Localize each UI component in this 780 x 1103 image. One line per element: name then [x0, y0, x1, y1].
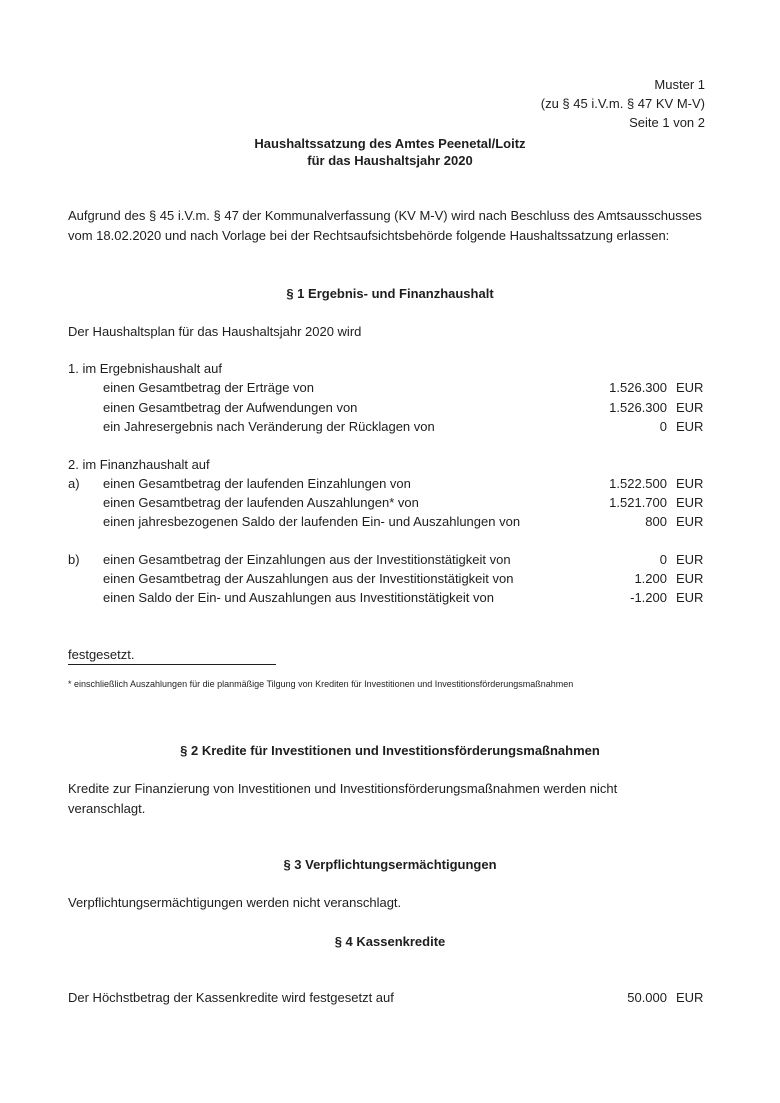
- row-label: einen Gesamtbetrag der Auszahlungen aus der Investitionstätigkeit von: [103, 571, 514, 586]
- section-2-line-2: veranschlagt.: [68, 801, 146, 816]
- row-amount: 1.200: [634, 571, 667, 586]
- row-amount: 0: [659, 419, 667, 434]
- footnote: * einschließlich Auszahlungen für die planmäßige Tilgung von Krediten für Investitionen und Investitionsförderungsmaßnahmen: [68, 679, 574, 689]
- section-3-text: Verpflichtungsermächtigungen werden nicht veranschlagt.: [68, 895, 402, 910]
- section-3-heading: § 3 Verpflichtungsermächtigungen: [283, 857, 497, 872]
- document-title: Haushaltssatzung des Amtes Peenetal/Loitz: [254, 136, 526, 151]
- section-4-label: Der Höchstbetrag der Kassenkredite wird festgesetzt auf: [68, 990, 394, 1005]
- row-label: einen jahresbezogenen Saldo der laufenden Ein- und Auszahlungen von: [103, 514, 521, 529]
- row-amount: 800: [645, 514, 667, 529]
- intro-line-1: Aufgrund des § 45 i.V.m. § 47 der Kommunalverfassung (KV M-V) wird nach Beschluss des Amtsausschusses: [68, 208, 702, 223]
- closing-word: festgesetzt.: [68, 647, 135, 662]
- document-subtitle: für das Haushaltsjahr 2020: [307, 153, 473, 168]
- row-currency: EUR: [676, 400, 704, 415]
- subitem-marker-b: b): [68, 552, 80, 567]
- row-currency: EUR: [676, 590, 704, 605]
- row-currency: EUR: [676, 419, 704, 434]
- section-1-heading: § 1 Ergebnis- und Finanzhaushalt: [286, 286, 494, 301]
- section-1-lead: Der Haushaltsplan für das Haushaltsjahr 2020 wird: [68, 324, 362, 339]
- section-4-currency: EUR: [676, 990, 704, 1005]
- row-currency: EUR: [676, 514, 704, 529]
- row-amount: 0: [659, 552, 667, 567]
- part-2-title: 2. im Finanzhaushalt auf: [68, 457, 210, 472]
- row-amount: 1.521.700: [609, 495, 667, 510]
- row-label: einen Saldo der Ein- und Auszahlungen aus Investitionstätigkeit von: [103, 590, 494, 605]
- row-currency: EUR: [676, 552, 704, 567]
- row-currency: EUR: [676, 495, 704, 510]
- intro-line-2: vom 18.02.2020 und nach Vorlage bei der Rechtsaufsichtsbehörde folgende Haushaltssatzung erlassen:: [68, 228, 670, 243]
- row-label: einen Gesamtbetrag der laufenden Auszahlungen* von: [103, 495, 419, 510]
- section-2-heading: § 2 Kredite für Investitionen und Investitionsförderungsmaßnahmen: [180, 743, 600, 758]
- row-currency: EUR: [676, 476, 704, 491]
- part-1-title: 1. im Ergebnishaushalt auf: [68, 361, 222, 376]
- row-label: einen Gesamtbetrag der Einzahlungen aus der Investitionstätigkeit von: [103, 552, 511, 567]
- row-label: ein Jahresergebnis nach Veränderung der Rücklagen von: [103, 419, 435, 434]
- row-label: einen Gesamtbetrag der Erträge von: [103, 380, 315, 395]
- header-template-label: Muster 1: [654, 77, 705, 92]
- row-amount: 1.526.300: [609, 400, 667, 415]
- row-amount: 1.522.500: [609, 476, 667, 491]
- row-label: einen Gesamtbetrag der Aufwendungen von: [103, 400, 358, 415]
- footnote-separator: [68, 664, 276, 665]
- row-amount: -1.200: [630, 590, 667, 605]
- header-legal-reference: (zu § 45 i.V.m. § 47 KV M-V): [540, 96, 705, 111]
- header-page-number: Seite 1 von 2: [629, 115, 705, 130]
- subitem-marker-a: a): [68, 476, 80, 491]
- section-4-amount: 50.000: [627, 990, 667, 1005]
- row-currency: EUR: [676, 571, 704, 586]
- section-4-heading: § 4 Kassenkredite: [334, 934, 446, 949]
- row-label: einen Gesamtbetrag der laufenden Einzahlungen von: [103, 476, 411, 491]
- section-2-line-1: Kredite zur Finanzierung von Investitionen und Investitionsförderungsmaßnahmen werden nicht: [68, 781, 618, 796]
- row-amount: 1.526.300: [609, 380, 667, 395]
- row-currency: EUR: [676, 380, 704, 395]
